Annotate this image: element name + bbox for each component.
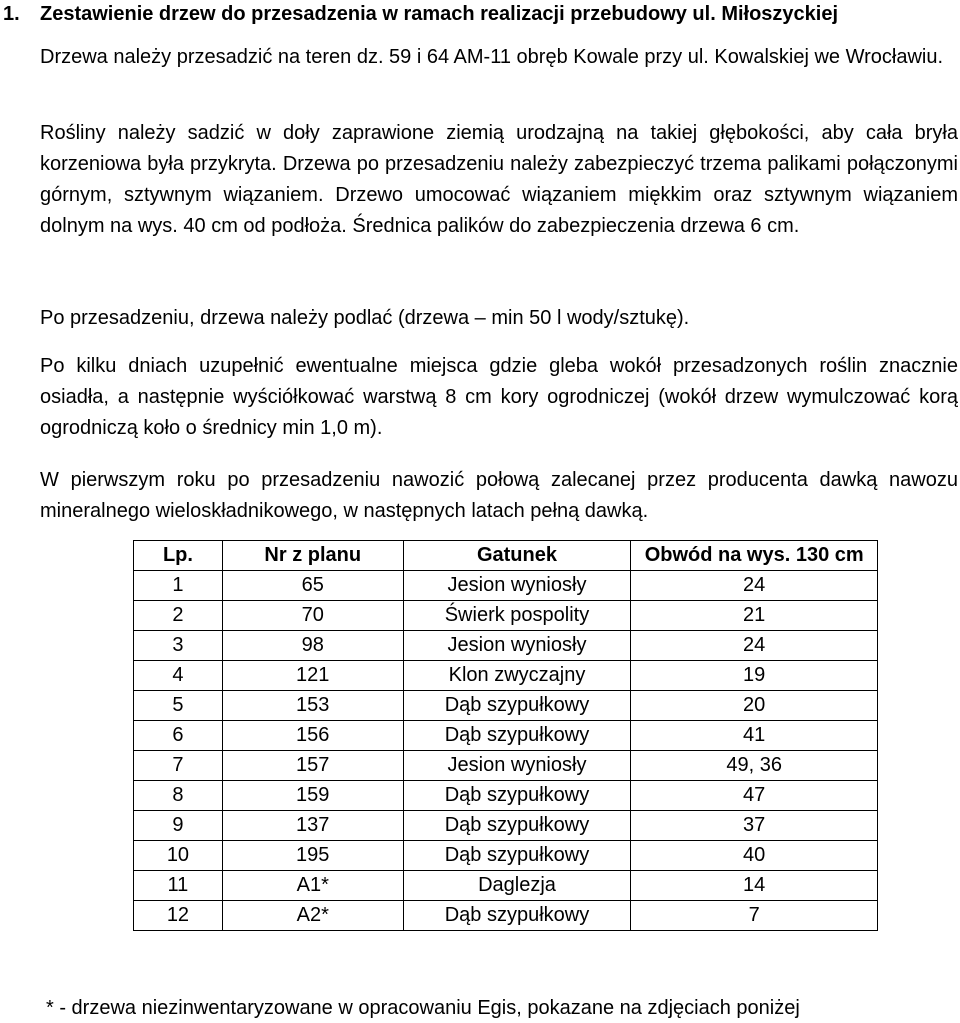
cell-circumference: 49, 36 [631, 751, 878, 781]
cell-circumference: 20 [631, 691, 878, 721]
cell-circumference: 21 [631, 601, 878, 631]
cell-species: Dąb szypułkowy [403, 781, 631, 811]
table-row [134, 871, 878, 901]
paragraph-location: Drzewa należy przesadzić na teren dz. 59 i 64 AM-11 obręb Kowale przy ul. Kowalskiej we Wrocławiu. [40, 46, 944, 68]
cell-lp: 10 [134, 841, 223, 871]
paragraph-watering: Po przesadzeniu, drzewa należy podlać (drzewa – min 50 l wody/sztukę). [40, 307, 690, 329]
table-row [134, 631, 878, 661]
cell-circumference: 14 [631, 871, 878, 901]
cell-lp: 5 [134, 691, 223, 721]
table-row [134, 691, 878, 721]
paragraph-mulching: Po kilku dniach uzupełnić ewentualne miejsca gdzie gleba wokół przesadzonych roślin znacznie osiadła, a następnie wyściółkować warstwą 8 cm kory ogrodniczej (wokół drzew wymulczować korą ogrodniczą koło o średnicy min 1,0 m). [40, 355, 958, 439]
cell-species: Jesion wyniosły [403, 571, 631, 601]
cell-plan-number: 121 [222, 661, 403, 691]
table-row [134, 841, 878, 871]
cell-plan-number: A2* [222, 901, 403, 931]
header-circumference: Obwód na wys. 130 cm [631, 541, 878, 571]
cell-species: Klon zwyczajny [403, 661, 631, 691]
trees-table [133, 540, 878, 931]
table-row [134, 601, 878, 631]
cell-circumference: 24 [631, 631, 878, 661]
cell-species: Dąb szypułkowy [403, 691, 631, 721]
cell-species: Jesion wyniosły [403, 631, 631, 661]
cell-lp: 8 [134, 781, 223, 811]
cell-plan-number: 195 [222, 841, 403, 871]
cell-circumference: 40 [631, 841, 878, 871]
cell-species: Dąb szypułkowy [403, 841, 631, 871]
header-lp: Lp. [134, 541, 223, 571]
cell-plan-number: 157 [222, 751, 403, 781]
table-row [134, 901, 878, 931]
cell-circumference: 7 [631, 901, 878, 931]
table-row [134, 751, 878, 781]
cell-plan-number: A1* [222, 871, 403, 901]
cell-species: Jesion wyniosły [403, 751, 631, 781]
cell-lp: 6 [134, 721, 223, 751]
cell-circumference: 41 [631, 721, 878, 751]
cell-lp: 7 [134, 751, 223, 781]
cell-lp: 2 [134, 601, 223, 631]
table-row [134, 661, 878, 691]
cell-plan-number: 137 [222, 811, 403, 841]
cell-plan-number: 159 [222, 781, 403, 811]
cell-plan-number: 153 [222, 691, 403, 721]
paragraph-fertilizing: W pierwszym roku po przesadzeniu nawozić połową zalecanej przez producenta dawką nawozu mineralnego wieloskładnikowego, w następnych latach pełną dawką. [40, 469, 958, 522]
cell-lp: 9 [134, 811, 223, 841]
cell-lp: 11 [134, 871, 223, 901]
cell-species: Daglezja [403, 871, 631, 901]
cell-circumference: 24 [631, 571, 878, 601]
cell-lp: 4 [134, 661, 223, 691]
cell-species: Dąb szypułkowy [403, 901, 631, 931]
cell-lp: 1 [134, 571, 223, 601]
cell-plan-number: 65 [222, 571, 403, 601]
paragraph-planting: Rośliny należy sadzić w doły zaprawione ziemią urodzajną na takiej głębokości, aby cała bryła korzeniowa była przykryta. Drzewa po przesadzeniu należy zabezpieczyć trzema palikami połączonymi górnym, sztywnym wiązaniem. Drzewo umocować wiązaniem miękkim oraz sztywnym wiązaniem dolnym na wys. 40 cm od podłoża. Średnica palików do zabezpieczenia drzewa 6 cm. [40, 122, 958, 237]
table-row [134, 571, 878, 601]
section-number: 1. [3, 3, 20, 25]
table-row [134, 721, 878, 751]
cell-plan-number: 156 [222, 721, 403, 751]
header-plan-number: Nr z planu [222, 541, 403, 571]
cell-species: Dąb szypułkowy [403, 721, 631, 751]
cell-plan-number: 98 [222, 631, 403, 661]
header-species: Gatunek [403, 541, 631, 571]
cell-lp: 3 [134, 631, 223, 661]
cell-circumference: 19 [631, 661, 878, 691]
table-header-row [134, 541, 878, 571]
cell-circumference: 47 [631, 781, 878, 811]
table-row [134, 811, 878, 841]
table-row [134, 781, 878, 811]
cell-plan-number: 70 [222, 601, 403, 631]
table-footnote: * - drzewa niezinwentaryzowane w opracowaniu Egis, pokazane na zdjęciach poniżej [46, 997, 800, 1019]
cell-species: Dąb szypułkowy [403, 811, 631, 841]
cell-lp: 12 [134, 901, 223, 931]
cell-species: Świerk pospolity [403, 601, 631, 631]
cell-circumference: 37 [631, 811, 878, 841]
section-title: Zestawienie drzew do przesadzenia w ramach realizacji przebudowy ul. Miłoszyckiej [40, 3, 839, 25]
